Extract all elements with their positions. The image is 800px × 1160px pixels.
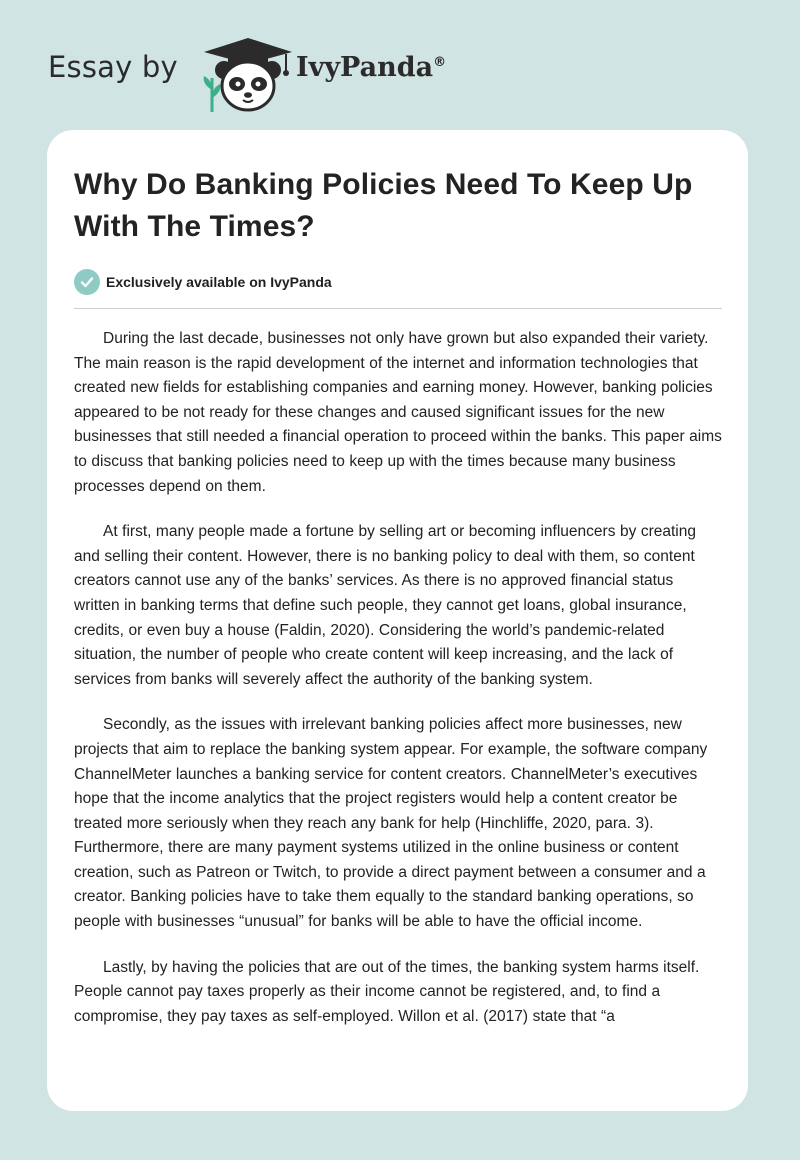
checkmark-icon [74, 269, 100, 295]
paragraph: During the last decade, businesses not only have grown but also expanded their variety. The main reason is the rapid development of the internet and information technologies that created new fields for establishing companies and earning money. However, banking policies appeared to be not ready for these changes and caused significant issues for the new businesses that still needed a financial operation to proceed within the banks. This paper aims to discuss that banking policies need to keep up with the times because many business processes depend on them. [74, 330, 722, 495]
site-header [0, 0, 800, 120]
paragraph: Secondly, as the issues with irrelevant banking policies affect more businesses, new projects that aim to replace the banking system appear. For example, the software company ChannelMeter launches a banking service for content creators. ChannelMeter’s executives hope that the income analytics that the project registers would help a content creator be treated more seriously when they reach any bank for help (Hinchliffe, 2020, para. 3). Furthermore, there are many payment systems utilized in the online business or content creation, such as Patreon or Twitch, to provide a direct payment between a consumer and a creator. Banking policies have to take them equally to the standard banking operations, so people with businesses “unusual” for banks will be able to have the official income. [74, 716, 708, 931]
essay-by-label: Essay by [48, 50, 178, 84]
essay-card [47, 130, 748, 1111]
leaf-icon [204, 76, 221, 112]
divider [74, 308, 722, 309]
brand-name[interactable]: IvyPanda® [296, 52, 447, 83]
exclusive-badge [74, 268, 722, 296]
essay-body [74, 327, 722, 1029]
exclusive-badge-label: Exclusively available on IvyPanda [106, 274, 332, 290]
panda-graduate-logo[interactable] [200, 34, 296, 114]
page-title: Why Do Banking Policies Need To Keep Up With The Times? [74, 168, 693, 243]
paragraph: At first, many people made a fortune by selling art or becoming influencers by creating and selling their content. However, there is no banking policy to deal with them, so content creators cannot use any of the banks’ services. As there is no approved financial status written in banking terms that define such people, they cannot get loans, global insurance, credits, or even buy a house (Faldin, 2020). Considering the world’s pandemic-related situation, the number of people who create content will keep increasing, and the lack of services from banks will severely affect the authority of the banking system. [74, 523, 696, 688]
paragraph: Lastly, by having the policies that are out of the times, the banking system harms itself. People cannot pay taxes properly as their income cannot be registered, and, to find a compromise, they pay taxes as self-employed. Willon et al. (2017) state that “a [74, 958, 700, 1025]
